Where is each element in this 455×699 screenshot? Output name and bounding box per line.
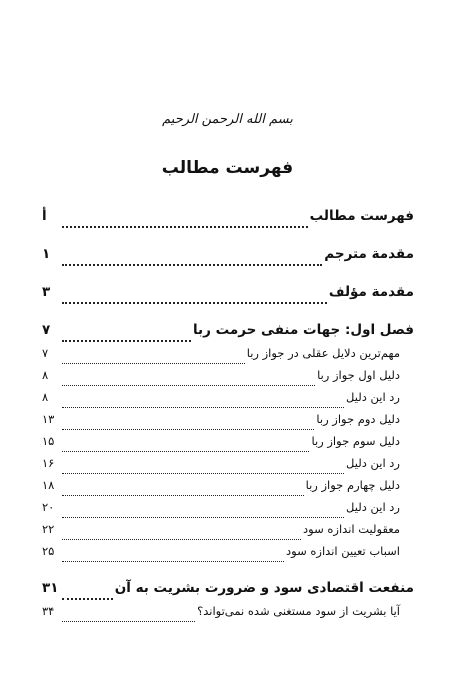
- toc-entry-page: ۲۲: [42, 522, 55, 536]
- toc-entry-label: دلیل سوم جواز ربا: [311, 434, 400, 448]
- leader-dots: [62, 508, 344, 518]
- table-of-contents: [42, 208, 414, 626]
- leader-dots: [62, 217, 308, 228]
- toc-entry-page: ۲۵: [42, 544, 55, 558]
- leader-dots: [62, 398, 344, 408]
- toc-entry-label: مهم‌ترین دلایل عقلی در جواز ربا: [246, 346, 400, 360]
- toc-entry-page: ۳۴: [42, 604, 55, 618]
- toc-entry-label: رد این دلیل: [346, 456, 400, 470]
- toc-entry-label: رد این دلیل: [346, 390, 400, 404]
- toc-entry[interactable]: [42, 522, 414, 544]
- toc-entry[interactable]: [42, 580, 414, 604]
- toc-entry-page: ۸: [42, 368, 49, 382]
- leader-dots: [62, 442, 309, 452]
- toc-entry[interactable]: [42, 604, 414, 626]
- toc-entry-label: دلیل چهارم جواز ربا: [305, 478, 400, 492]
- toc-entry-label: فهرست مطالب: [309, 208, 414, 224]
- toc-entry-page: ۱۳: [42, 412, 55, 426]
- toc-entry-label: دلیل اول جواز ربا: [317, 368, 400, 382]
- toc-entry-page: ۱۶: [42, 456, 55, 470]
- toc-entry-label: مقدمة مترجم: [324, 246, 414, 262]
- toc-entry-page: ۷: [42, 346, 49, 360]
- leader-dots: [62, 589, 113, 600]
- page-title: فهرست مطالب: [161, 158, 294, 178]
- toc-entry-label: مقدمة مؤلف: [328, 284, 414, 300]
- toc-entry[interactable]: [42, 390, 414, 412]
- toc-entry-label: رد این دلیل: [346, 500, 400, 514]
- toc-entry[interactable]: [42, 368, 414, 390]
- toc-entry-label: دلیل دوم جواز ربا: [316, 412, 400, 426]
- toc-entry[interactable]: [42, 246, 414, 270]
- toc-entry-page: ۱: [42, 246, 51, 262]
- toc-entry-page: ۳۱: [42, 580, 59, 596]
- leader-dots: [62, 552, 284, 562]
- toc-entry-label: آیا بشریت از سود مستغنی شده نمی‌تواند؟: [197, 604, 400, 618]
- toc-entry-label: معقولیت اندازه سود: [303, 522, 400, 536]
- leader-dots: [62, 530, 301, 540]
- toc-entry[interactable]: [42, 412, 414, 434]
- toc-entry[interactable]: [42, 478, 414, 500]
- toc-entry-page: ۲۰: [42, 500, 55, 514]
- basmala: بسم الله الرحمن الرحیم: [162, 112, 293, 127]
- toc-entry-page: ۸: [42, 390, 49, 404]
- toc-entry[interactable]: [42, 346, 414, 368]
- toc-entry-label: منفعت اقتصادی سود و ضرورت بشریت به آن: [114, 580, 414, 596]
- toc-entry[interactable]: [42, 500, 414, 522]
- leader-dots: [62, 376, 315, 386]
- toc-entry-page: ۳: [42, 284, 51, 300]
- toc-entry[interactable]: [42, 208, 414, 232]
- toc-entry[interactable]: [42, 544, 414, 566]
- toc-entry[interactable]: [42, 434, 414, 456]
- leader-dots: [62, 464, 344, 474]
- toc-entry[interactable]: [42, 456, 414, 478]
- toc-entry[interactable]: [42, 322, 414, 346]
- leader-dots: [62, 420, 314, 430]
- leader-dots: [62, 354, 245, 364]
- leader-dots: [62, 331, 191, 342]
- toc-entry-label: فصل اول: جهات منفی حرمت ربا: [192, 322, 414, 338]
- toc-entry[interactable]: [42, 284, 414, 308]
- leader-dots: [62, 612, 195, 622]
- leader-dots: [62, 255, 322, 266]
- toc-entry-page: ۱۸: [42, 478, 55, 492]
- toc-entry-page: ۷: [42, 322, 51, 338]
- toc-entry-label: اسباب تعیین اندازه سود: [286, 544, 400, 558]
- leader-dots: [62, 486, 304, 496]
- leader-dots: [62, 293, 327, 304]
- toc-entry-page: أ: [42, 208, 47, 224]
- toc-entry-page: ۱۵: [42, 434, 55, 448]
